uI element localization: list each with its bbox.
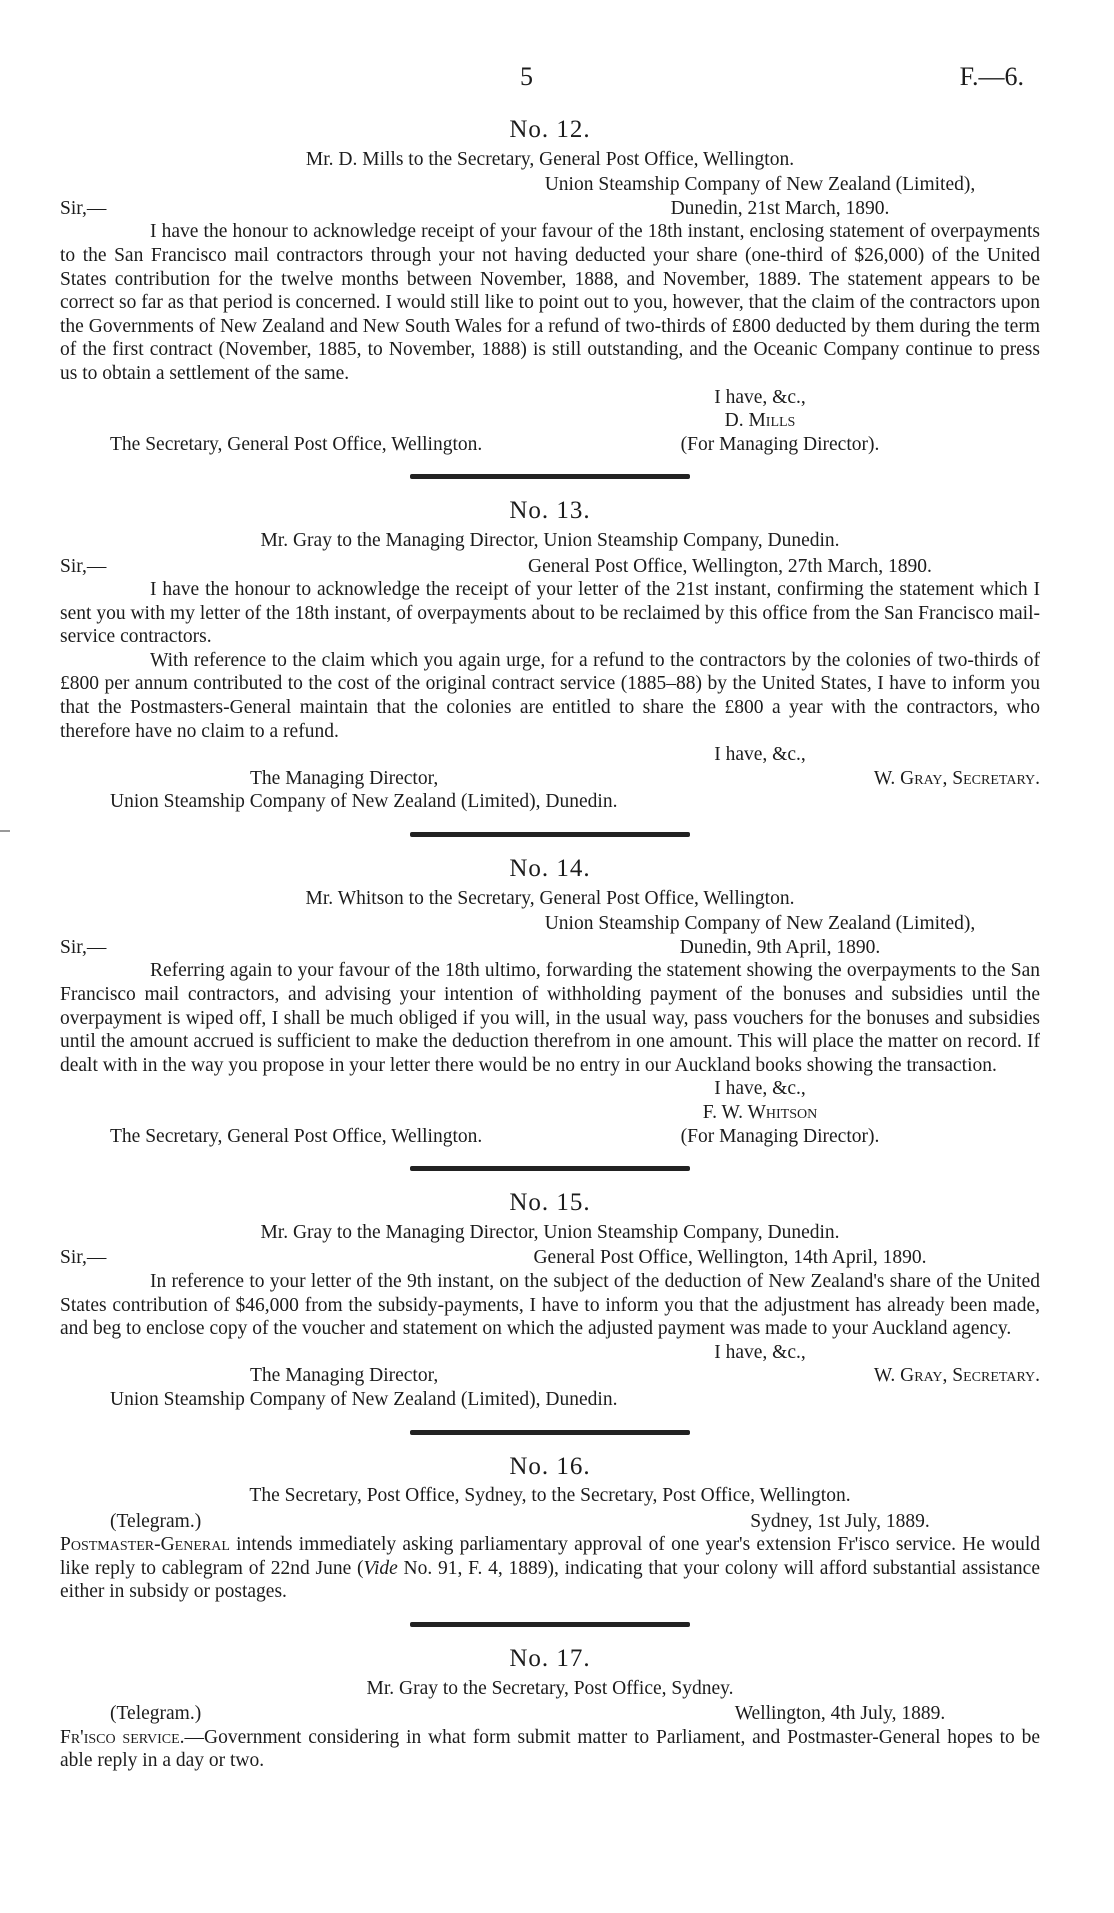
letter-body: Referring again to your favour of the 18th ultimo, forwarding the statement showing the overpayments to the San Francisco mail contractors, and advising your intention of withholding payment of the bonuses and subsidies until the overpayment is wiped off, I shall be much obliged if you will, in the usual way, pass vouchers for the bonuses and subsidies until the amount accrued is sufficient to make the deduction therefrom in one amount. This will place the matter on record. If dealt with in the way you propose in your letter there would be no entry in our Auckland books showing the transaction. — [60, 960, 1040, 1076]
letter-body: I have the honour to acknowledge receipt of your favour of the 18th instant, enclosing statement of overpayments to the San Francisco mail contractors through your not having deducted your share (one-third of $26,000) of the United States contribution for the twelve months between November, 1888, and November, 1889. The statement appears to be correct so far as that period is concerned. I would still like to point out to you, however, that the claim of the contractors upon the Governments of New Zealand and New South Wales for a refund of two-thirds of £800 deducted by them during the term of the first contract (November, 1885, to November, 1888) is still outstanding, and the Oceanic Company continue to press us to obtain a settlement of the same. — [60, 221, 1040, 384]
addressee: The Managing Director, — [250, 1365, 439, 1387]
telegram-label: (Telegram.) — [110, 1510, 202, 1532]
signature: W. Gray, Secretary. — [873, 1365, 1040, 1387]
sender-date-line: General Post Office, Wellington, 27th March, 1890. — [528, 555, 932, 577]
letter-no-16 — [60, 1452, 1040, 1605]
closing: I have, &c., — [714, 1078, 806, 1100]
section-divider — [410, 474, 690, 479]
telegram-body-vide: Vide — [363, 1557, 398, 1579]
telegram-body — [60, 1726, 1040, 1773]
telegram-body-text: intends immediately asking parliamentary approval of one year's extension Fr'isco service. He would like reply to cablegram of 22nd June ( — [60, 1534, 1040, 1579]
addressee-company: Union Steamship Company of New Zealand (Limited), Dunedin. — [110, 791, 618, 813]
letter-number: No. 14. — [509, 855, 591, 883]
document-reference: F.—6. — [959, 62, 1024, 91]
telegram-label: (Telegram.) — [110, 1703, 202, 1725]
sender-address-line: Union Steamship Company of New Zealand (Limited), — [544, 174, 976, 196]
letter-body: In reference to your letter of the 9th instant, on the subject of the deduction of New Zealand's share of the United States contribution of $46,000 from the subsidy-payments, I have to inform you that the adjustment has already been made, and beg to enclose copy of the voucher and statement on which the adjusted payment was made to your Auckland agency. — [60, 1270, 1040, 1340]
letter-heading: Mr. Whitson to the Secretary, General Post Office, Wellington. — [305, 887, 795, 909]
salutation: Sir,— — [60, 197, 107, 219]
letter-number: No. 12. — [509, 116, 591, 143]
letter-number: No. 13. — [509, 497, 591, 525]
letter-no-12 — [60, 118, 1040, 456]
signature-note: (For Managing Director). — [680, 1125, 880, 1147]
letter-no-17 — [60, 1647, 1040, 1773]
letter-no-15 — [60, 1191, 1040, 1411]
letter-no-13 — [60, 499, 1040, 814]
addressee: The Managing Director, — [250, 767, 439, 789]
salutation: Sir,— — [60, 936, 107, 958]
letter-heading: The Secretary, Post Office, Sydney, to the Secretary, Post Office, Wellington. — [249, 1485, 851, 1507]
letter-body-paragraph-1: I have the honour to acknowledge the receipt of your letter of the 21st instant, confirming the statement which I sent you with my letter of the 18th instant, of overpayments about to be reclaimed by this office from the San Francisco mail-service contractors. — [60, 579, 1040, 648]
sender-date-line: Dunedin, 21st March, 1890. — [670, 197, 890, 219]
letter-no-14 — [60, 857, 1040, 1148]
letter-body-paragraph-2: With reference to the claim which you again urge, for a refund to the contractors by the colonies of two-thirds of £800 per annum contributed to the cost of the original contract service (1885–88) by the United States, I have to inform you that the Postmasters-General maintain that the colonies are entitled to share the £800 a year with the contractors, who therefore have no claim to a refund. — [60, 649, 1040, 742]
sender-address-line: Union Steamship Company of New Zealand (Limited), — [544, 913, 976, 935]
signature: D. Mills — [724, 410, 796, 432]
sender-date-line: Dunedin, 9th April, 1890. — [679, 936, 881, 958]
telegram-body-lead: Fr'isco service. — [60, 1726, 185, 1748]
letter-heading: Mr. Gray to the Managing Director, Union Steamship Company, Dunedin. — [260, 529, 840, 551]
page-number: 5 — [520, 62, 533, 91]
letter-heading: Mr. Gray to the Secretary, Post Office, Sydney. — [366, 1677, 734, 1699]
letter-number: No. 15. — [509, 1189, 591, 1217]
margin-mark — [0, 830, 10, 832]
sender-date-line: General Post Office, Wellington, 14th April, 1890. — [533, 1247, 927, 1269]
addressee: The Secretary, General Post Office, Wellington. — [110, 1125, 483, 1147]
place-date: Sydney, 1st July, 1889. — [750, 1510, 930, 1532]
salutation: Sir,— — [60, 555, 107, 577]
page-content — [60, 118, 1040, 1773]
section-divider — [410, 832, 690, 837]
section-divider — [410, 1430, 690, 1435]
section-divider — [410, 1166, 690, 1171]
section-divider — [410, 1622, 690, 1627]
signature-note: (For Managing Director). — [680, 433, 880, 455]
signature: F. W. Whitson — [702, 1101, 818, 1123]
addressee: The Secretary, General Post Office, Wellington. — [110, 433, 483, 455]
closing: I have, &c., — [714, 386, 806, 408]
telegram-body — [60, 1533, 1040, 1604]
place-date: Wellington, 4th July, 1889. — [734, 1703, 946, 1725]
salutation: Sir,— — [60, 1247, 107, 1269]
letter-heading: Mr. D. Mills to the Secretary, General Post Office, Wellington. — [305, 148, 795, 170]
closing: I have, &c., — [714, 744, 806, 766]
addressee-company: Union Steamship Company of New Zealand (Limited), Dunedin. — [110, 1388, 618, 1410]
closing: I have, &c., — [714, 1341, 806, 1363]
letter-heading: Mr. Gray to the Managing Director, Union Steamship Company, Dunedin. — [260, 1221, 840, 1243]
telegram-body-text: —Government considering in what form submit matter to Parliament, and Postmaster-General hopes to be able reply in a day or two. — [60, 1726, 1040, 1772]
telegram-body-text-end: No. 91, F. 4, 1889), indicating that your colony will afford substantial assistance either in subsidy or postages. — [60, 1557, 1040, 1603]
letter-number: No. 17. — [509, 1645, 591, 1673]
signature: W. Gray, Secretary. — [873, 767, 1040, 789]
telegram-body-lead: Postmaster-General — [60, 1534, 230, 1556]
letter-number: No. 16. — [509, 1452, 591, 1480]
